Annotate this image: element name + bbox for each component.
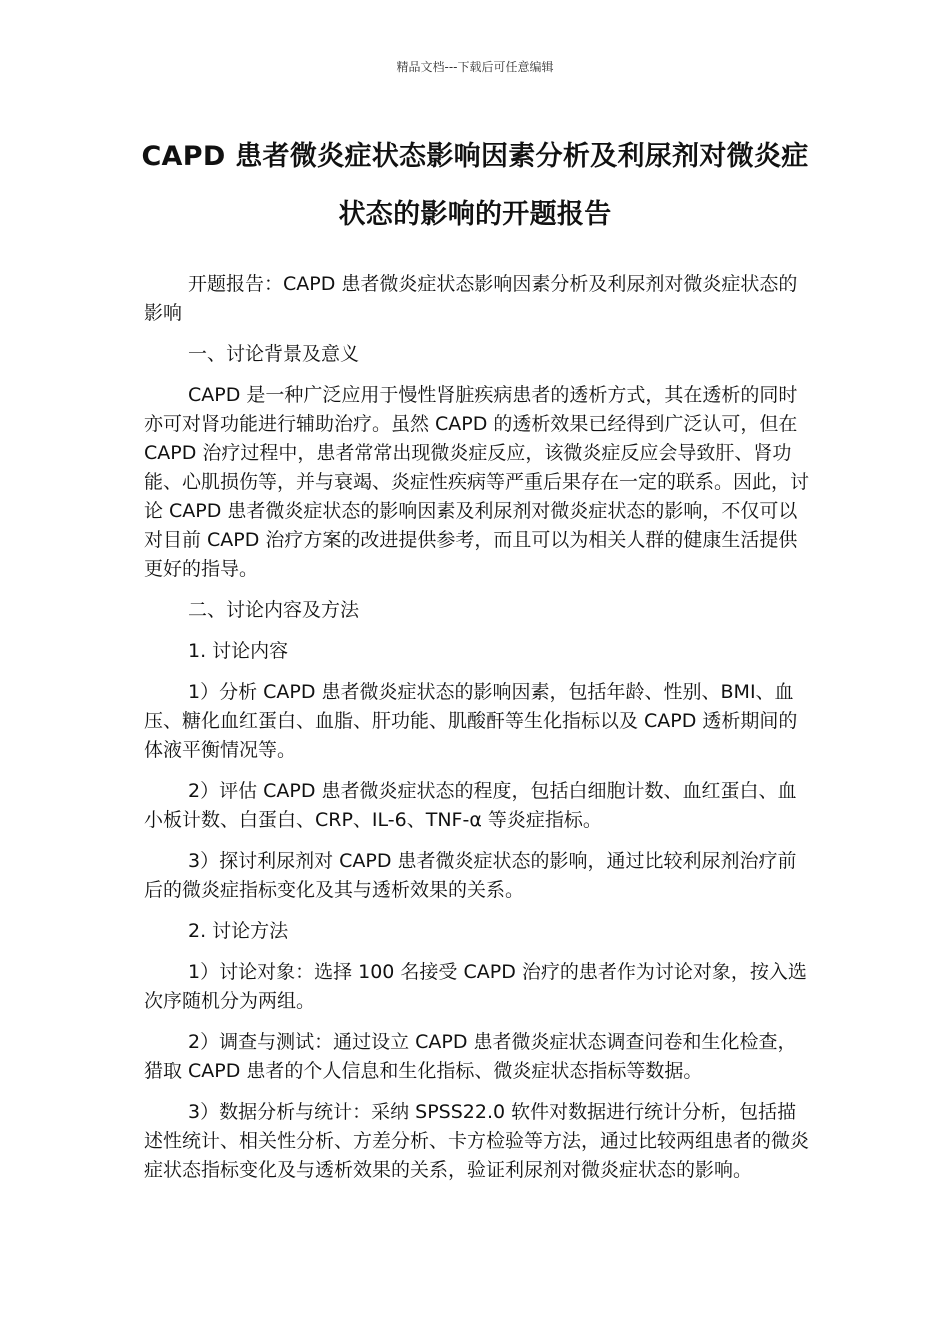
subheading-methods: 2. 讨论方法 xyxy=(188,920,289,942)
header-note: 精品文档---下载后可任意编辑 xyxy=(396,60,554,74)
document-body xyxy=(144,270,812,1197)
method-item-2: 2）调查与测试：通过设立 CAPD 患者微炎症状态调查问卷和生化检查，猎取 CAPD 患者的个人信息和生化指标、微炎症状态指标等数据。 xyxy=(144,1031,797,1082)
method-item-3: 3）数据分析与统计：采纳 SPSS22.0 软件对数据进行统计分析，包括描述性统计、相关性分析、方差分析、卡方检验等方法，通过比较两组患者的微炎症状态指标变化及与透析效果的关系，验证利尿剂对微炎症状态的影响。 xyxy=(144,1101,810,1181)
content-item-1: 1）分析 CAPD 患者微炎症状态的影响因素，包括年龄、性别、BMI、血压、糖化血红蛋白、血脂、肝功能、肌酸酐等生化指标以及 CAPD 透析期间的体液平衡情况等。 xyxy=(144,681,798,761)
document-title: CAPD 患者微炎症状态影响因素分析及利尿剂对微炎症状态的影响的开题报告 xyxy=(141,141,809,230)
subheading-content: 1. 讨论内容 xyxy=(188,640,289,662)
intro-paragraph: 开题报告：CAPD 患者微炎症状态影响因素分析及利尿剂对微炎症状态的影响 xyxy=(144,273,798,324)
content-item-2: 2）评估 CAPD 患者微炎症状态的程度，包括白细胞计数、血红蛋白、血小板计数、白蛋白、CRP、IL-6、TNF-α 等炎症指标。 xyxy=(144,780,797,831)
section-heading-content-methods: 二、讨论内容及方法 xyxy=(188,599,360,621)
section-heading-background: 一、讨论背景及意义 xyxy=(188,343,360,365)
content-item-3: 3）探讨利尿剂对 CAPD 患者微炎症状态的影响，通过比较利尿剂治疗前后的微炎症指标变化及其与透析效果的关系。 xyxy=(144,850,797,901)
method-item-1: 1）讨论对象：选择 100 名接受 CAPD 治疗的患者作为讨论对象，按入选次序随机分为两组。 xyxy=(144,961,807,1012)
background-paragraph: CAPD 是一种广泛应用于慢性肾脏疾病患者的透析方式，其在透析的同时亦可对肾功能进行辅助治疗。虽然 CAPD 的透析效果已经得到广泛认可，但在 CAPD 治疗过程中，患者常常出现微炎症反应，该微炎症反应会导致肝、肾功能、心肌损伤等，并与衰竭、炎症性疾病等严重后果存在一定的联系。因此，讨论 CAPD 患者微炎症状态的影响因素及利尿剂对微炎症状态的影响，不仅可以对目前 CAPD 治疗方案的改进提供参考，而且可以为相关人群的健康生活提供更好的指导。 xyxy=(144,384,810,580)
